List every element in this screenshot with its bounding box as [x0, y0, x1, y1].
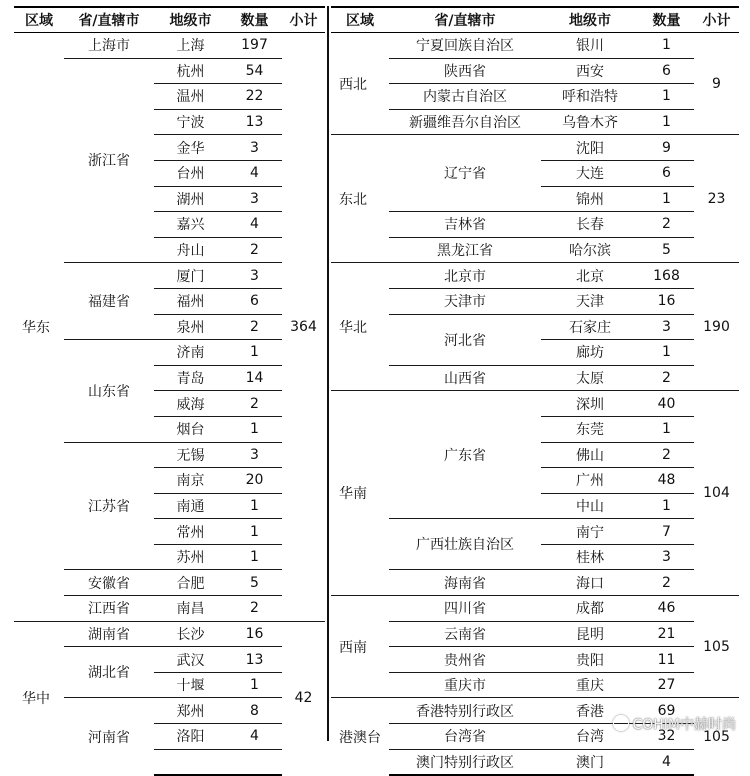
count-cell: 2 — [639, 442, 694, 468]
table-row — [331, 33, 739, 59]
count-cell: 40 — [639, 391, 694, 417]
count-cell: 32 — [639, 724, 694, 750]
city-cell: 烟台 — [154, 416, 227, 442]
province-cell: 天津市 — [389, 288, 541, 314]
count-cell: 5 — [227, 570, 282, 596]
camera-icon — [613, 715, 629, 731]
table-row — [331, 263, 739, 289]
table-row — [331, 391, 739, 417]
count-cell: 48 — [639, 468, 694, 494]
watermark-text: COHIM中赫时尚 — [632, 717, 736, 733]
subtotal-cell: 104 — [694, 391, 739, 596]
city-cell: 哈尔滨 — [541, 237, 639, 263]
province-cell: 浙江省 — [64, 58, 154, 263]
city-cell: 澳门 — [541, 749, 639, 775]
city-cell: 海口 — [541, 570, 639, 596]
count-cell: 1 — [639, 33, 694, 59]
city-cell: 嘉兴 — [154, 212, 227, 238]
count-cell: 6 — [639, 160, 694, 186]
city-cell: 重庆 — [541, 672, 639, 698]
province-cell: 台湾省 — [389, 724, 541, 750]
city-cell: 大连 — [541, 160, 639, 186]
count-cell: 11 — [639, 647, 694, 673]
city-cell: 常州 — [154, 519, 227, 545]
city-cell: 厦门 — [154, 263, 227, 289]
header-region: 区域 — [331, 7, 389, 33]
city-cell: 乌鲁木齐 — [541, 109, 639, 135]
city-cell: 郑州 — [154, 698, 227, 724]
province-cell: 贵州省 — [389, 647, 541, 673]
city-cell: 北京 — [541, 263, 639, 289]
count-cell: 5 — [639, 237, 694, 263]
city-cell: 上海 — [154, 33, 227, 59]
region-cell: 华中 — [14, 621, 64, 775]
city-cell: 广州 — [541, 468, 639, 494]
count-cell: 27 — [639, 672, 694, 698]
city-cell: 佛山 — [541, 442, 639, 468]
subtotal-cell: 105 — [694, 596, 739, 698]
city-cell: 台湾 — [541, 724, 639, 750]
count-cell: 69 — [639, 698, 694, 724]
province-cell: 江西省 — [64, 596, 154, 622]
province-cell: 河北省 — [389, 314, 541, 365]
city-cell: 成都 — [541, 596, 639, 622]
city-cell: 南通 — [154, 493, 227, 519]
header-subtotal: 小计 — [694, 7, 739, 33]
city-cell: 贵阳 — [541, 647, 639, 673]
province-cell: 新疆维吾尔自治区 — [389, 109, 541, 135]
header-city: 地级市 — [154, 7, 227, 33]
table-panel-right — [331, 6, 739, 776]
city-cell: 东莞 — [541, 416, 639, 442]
region-cell: 华北 — [331, 263, 389, 391]
header-count: 数量 — [227, 7, 282, 33]
city-cell: 台州 — [154, 160, 227, 186]
subtotal-cell: 9 — [712, 75, 721, 92]
city-cell: 青岛 — [154, 365, 227, 391]
subtotal-cell: 42 — [282, 621, 325, 775]
city-cell — [154, 749, 227, 775]
table-row — [331, 749, 739, 775]
city-cell: 天津 — [541, 288, 639, 314]
count-cell: 4 — [227, 212, 282, 238]
city-cell: 温州 — [154, 84, 227, 110]
city-cell: 苏州 — [154, 544, 227, 570]
subtotal-cell: 190 — [694, 263, 739, 391]
province-cell: 内蒙古自治区 — [389, 84, 541, 110]
table-row — [331, 135, 739, 161]
count-cell: 3 — [227, 135, 282, 161]
province-cell: 湖北省 — [64, 647, 154, 698]
count-cell: 1 — [639, 340, 694, 366]
city-cell: 福州 — [154, 288, 227, 314]
table-row — [14, 33, 325, 59]
subtotal-cell: 23 — [694, 135, 739, 263]
header-province: 省/直辖市 — [64, 7, 154, 33]
header-province: 省/直辖市 — [389, 7, 541, 33]
city-cell: 洛阳 — [154, 724, 227, 750]
city-cell: 南京 — [154, 468, 227, 494]
city-cell: 金华 — [154, 135, 227, 161]
region-table-left — [14, 6, 325, 776]
count-cell: 1 — [639, 416, 694, 442]
table-row — [331, 288, 739, 314]
province-cell: 香港特别行政区 — [389, 698, 541, 724]
table-row — [331, 314, 739, 340]
table-row — [14, 621, 325, 647]
table-row — [331, 672, 739, 698]
region-cell: 东北 — [331, 135, 389, 263]
province-cell: 北京市 — [389, 263, 541, 289]
watermark — [613, 714, 736, 734]
header-subtotal: 小计 — [282, 7, 325, 33]
province-cell: 山东省 — [64, 340, 154, 442]
count-cell: 4 — [639, 749, 694, 775]
province-cell: 广西壮族自治区 — [389, 519, 541, 570]
table-row — [331, 519, 739, 545]
count-cell: 13 — [227, 647, 282, 673]
count-cell: 7 — [639, 519, 694, 545]
province-cell: 山西省 — [389, 365, 541, 391]
count-cell: 21 — [639, 621, 694, 647]
province-cell: 广东省 — [389, 391, 541, 519]
province-cell: 吉林省 — [389, 212, 541, 238]
count-cell: 8 — [227, 698, 282, 724]
count-cell: 197 — [227, 33, 282, 59]
count-cell: 1 — [227, 672, 282, 698]
count-cell: 16 — [639, 288, 694, 314]
city-cell: 南昌 — [154, 596, 227, 622]
table-row — [331, 570, 739, 596]
count-cell: 1 — [227, 416, 282, 442]
count-cell: 14 — [227, 365, 282, 391]
province-cell: 澳门特别行政区 — [389, 749, 541, 775]
city-cell: 廊坊 — [541, 340, 639, 366]
count-cell: 2 — [227, 596, 282, 622]
count-cell — [227, 749, 282, 775]
city-cell: 锦州 — [541, 186, 639, 212]
city-cell: 十堰 — [154, 672, 227, 698]
count-cell: 3 — [639, 544, 694, 570]
header-row — [14, 7, 325, 33]
count-cell: 2 — [227, 237, 282, 263]
province-cell: 宁夏回族自治区 — [416, 38, 514, 55]
count-cell: 1 — [227, 493, 282, 519]
subtotal-cell: 105 — [694, 698, 739, 775]
region-cell: 港澳台 — [331, 698, 389, 775]
table-row — [331, 212, 739, 238]
header-row — [331, 7, 739, 33]
count-cell: 6 — [639, 58, 694, 84]
table-row — [331, 365, 739, 391]
province-cell: 重庆市 — [389, 672, 541, 698]
city-cell: 威海 — [154, 391, 227, 417]
city-cell: 南宁 — [541, 519, 639, 545]
city-cell: 中山 — [541, 493, 639, 519]
province-cell: 四川省 — [389, 596, 541, 622]
region-cell: 西南 — [331, 596, 389, 698]
province-cell: 湖南省 — [64, 621, 154, 647]
city-cell: 呼和浩特 — [541, 84, 639, 110]
city-cell: 武汉 — [154, 647, 227, 673]
city-cell: 银川 — [541, 33, 639, 59]
count-cell: 22 — [227, 84, 282, 110]
table-row — [331, 84, 739, 110]
count-cell: 3 — [227, 263, 282, 289]
city-cell: 桂林 — [541, 544, 639, 570]
province-cell: 江苏省 — [64, 442, 154, 570]
count-cell: 20 — [227, 468, 282, 494]
header-city: 地级市 — [541, 7, 639, 33]
table-divider — [327, 6, 329, 741]
count-cell: 1 — [227, 544, 282, 570]
count-cell: 4 — [227, 160, 282, 186]
count-cell: 46 — [639, 596, 694, 622]
count-cell: 2 — [639, 365, 694, 391]
subtotal-cell: 364 — [290, 318, 317, 335]
city-cell: 昆明 — [541, 621, 639, 647]
count-cell: 1 — [639, 493, 694, 519]
count-cell: 1 — [227, 519, 282, 545]
count-cell: 3 — [639, 314, 694, 340]
count-cell: 6 — [227, 288, 282, 314]
province-cell: 陕西省 — [389, 58, 541, 84]
province-cell: 黑龙江省 — [389, 237, 541, 263]
region-table-right — [331, 6, 739, 776]
province-cell: 云南省 — [389, 621, 541, 647]
count-cell: 1 — [227, 340, 282, 366]
count-cell: 16 — [227, 621, 282, 647]
table-row — [331, 621, 739, 647]
province-cell: 海南省 — [389, 570, 541, 596]
province-cell: 上海市 — [88, 38, 130, 55]
region-cell: 西北 — [339, 76, 367, 93]
count-cell: 168 — [639, 263, 694, 289]
city-cell: 杭州 — [154, 58, 227, 84]
city-cell: 无锡 — [154, 442, 227, 468]
city-cell: 香港 — [541, 698, 639, 724]
table-row — [331, 109, 739, 135]
region-cell: 华南 — [331, 391, 389, 596]
header-region: 区域 — [14, 7, 64, 33]
table-row — [331, 596, 739, 622]
count-cell: 2 — [227, 314, 282, 340]
city-cell: 石家庄 — [541, 314, 639, 340]
table-row — [331, 58, 739, 84]
province-cell: 福建省 — [64, 263, 154, 340]
city-cell: 长沙 — [154, 621, 227, 647]
count-cell: 1 — [639, 84, 694, 110]
table-row — [331, 237, 739, 263]
city-cell: 太原 — [541, 365, 639, 391]
province-cell: 辽宁省 — [389, 135, 541, 212]
count-cell: 3 — [227, 442, 282, 468]
city-cell: 长春 — [541, 212, 639, 238]
count-cell: 1 — [639, 109, 694, 135]
count-cell: 13 — [227, 109, 282, 135]
city-cell: 舟山 — [154, 237, 227, 263]
count-cell: 4 — [227, 724, 282, 750]
table-panel-left — [14, 6, 325, 776]
count-cell: 9 — [639, 135, 694, 161]
city-cell: 深圳 — [541, 391, 639, 417]
count-cell: 3 — [227, 186, 282, 212]
city-cell: 沈阳 — [541, 135, 639, 161]
count-cell: 2 — [639, 212, 694, 238]
region-cell: 华东 — [22, 319, 50, 336]
count-cell: 1 — [639, 186, 694, 212]
city-cell: 宁波 — [154, 109, 227, 135]
header-count: 数量 — [639, 7, 694, 33]
province-cell: 安徽省 — [64, 570, 154, 596]
count-cell: 2 — [639, 570, 694, 596]
count-cell: 54 — [227, 58, 282, 84]
city-cell: 湖州 — [154, 186, 227, 212]
city-cell: 西安 — [541, 58, 639, 84]
city-cell: 济南 — [154, 340, 227, 366]
table-row — [331, 647, 739, 673]
city-cell: 合肥 — [154, 570, 227, 596]
province-cell: 河南省 — [64, 698, 154, 775]
city-cell: 泉州 — [154, 314, 227, 340]
count-cell: 2 — [227, 391, 282, 417]
